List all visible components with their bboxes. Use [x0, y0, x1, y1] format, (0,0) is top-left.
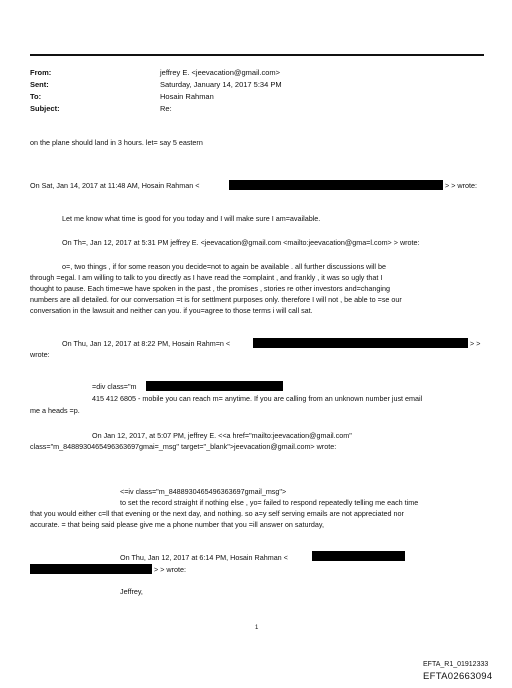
quote6-line-2: that you would either c=ll that evening or the next day, and nothing. so a=y self serving emails are not appreciated nor: [30, 509, 404, 518]
quote3-prefix: On Thu, Jan 12, 2017 at 8:22 PM, Hosain Rahm=n <: [62, 339, 231, 348]
quote1-prefix: On Sat, Jan 14, 2017 at 11:48 AM, Hosain Rahman <: [30, 181, 200, 190]
sent-label: Sent:: [30, 80, 49, 89]
quote4-heads: me a heads =p.: [30, 406, 80, 415]
redaction-bar: [30, 564, 152, 574]
doc-id-small: EFTA_R1_01912333: [423, 661, 489, 668]
quote6-div: <=iv class="m_8488930465496363697gmail_msg">: [120, 487, 287, 496]
quote2-line-2: through =egal. I am willing to talk to you directly as I have read the =omplaint , and frankly , it was so ugly that I: [30, 273, 383, 282]
quote2-line-1: o=, two things , if for some reason you decide=not to again be available . all further discussions will be: [62, 262, 387, 271]
quote2-line-4: numbers are all detailed. for our conversation =t is for settlment purposes only. therefore I will not , be able to =se our: [30, 295, 402, 304]
signoff: Jeffrey,: [120, 587, 143, 596]
redaction-bar: [253, 338, 468, 348]
quote7-prefix: On Thu, Jan 12, 2017 at 6:14 PM, Hosain Rahman <: [120, 553, 288, 562]
to-label: To:: [30, 92, 42, 101]
quote6-line-1: to set the record straight if nothing else , yo= failed to respond repeatedly telling me each time: [120, 498, 419, 507]
message-line: on the plane should land in 3 hours. let= say 5 eastern: [30, 138, 203, 147]
quote5-class: class="m_8488930465496363697gmai=_msg" target="_blank">jeevacation@gmail.com> wrote:: [30, 442, 337, 451]
quote4-phone: 415 412 6805 - mobile you can reach m= anytime. If you are calling from an unknown number just email: [92, 394, 423, 403]
quote2-header: On Th=, Jan 12, 2017 at 5:31 PM jeffrey E. <jeevacation@gmail.com <mailto:jeevacation@gma=l.com> > wrote:: [62, 238, 420, 247]
quote4-div: =div class="m: [92, 382, 137, 391]
subject-label: Subject:: [30, 104, 60, 113]
quote6-line-3: accurate. = that being said please give me a phone number that you =ill answer on saturday,: [30, 520, 324, 529]
redaction-bar: [229, 180, 443, 190]
redaction-bar: [146, 381, 283, 391]
quote2-line-3: thought to pause. Each time=we have spoken in the past , the promises , stories re other investors and=changing: [30, 284, 390, 293]
to-value: Hosain Rahman: [160, 92, 214, 101]
quote1-suffix: > > wrote:: [445, 181, 477, 190]
quote1-text: Let me know what time is good for you today and I will make sure I am=available.: [62, 214, 321, 223]
quote3-suffix: > >: [470, 339, 481, 348]
from-label: From:: [30, 68, 52, 77]
quote2-line-5: conversation in the lawsuit and neither can you. if you=agree to those terms i will call sat.: [30, 306, 313, 315]
doc-id-large: EFTA02663094: [423, 671, 493, 682]
quote5-header: On Jan 12, 2017, at 5:07 PM, jeffrey E. <<a href="mailto:jeevacation@gmail.com": [92, 431, 352, 440]
redaction-bar: [312, 551, 405, 561]
sent-value: Saturday, January 14, 2017 5:34 PM: [160, 80, 282, 89]
page-number: 1: [255, 625, 259, 631]
subject-value: Re:: [160, 104, 172, 113]
from-value: jeffrey E. <jeevacation@gmail.com>: [160, 68, 281, 77]
quote7-suffix: > > wrote:: [154, 565, 186, 574]
header-top-rule: [30, 54, 484, 56]
quote3-wrote: wrote:: [30, 350, 50, 359]
